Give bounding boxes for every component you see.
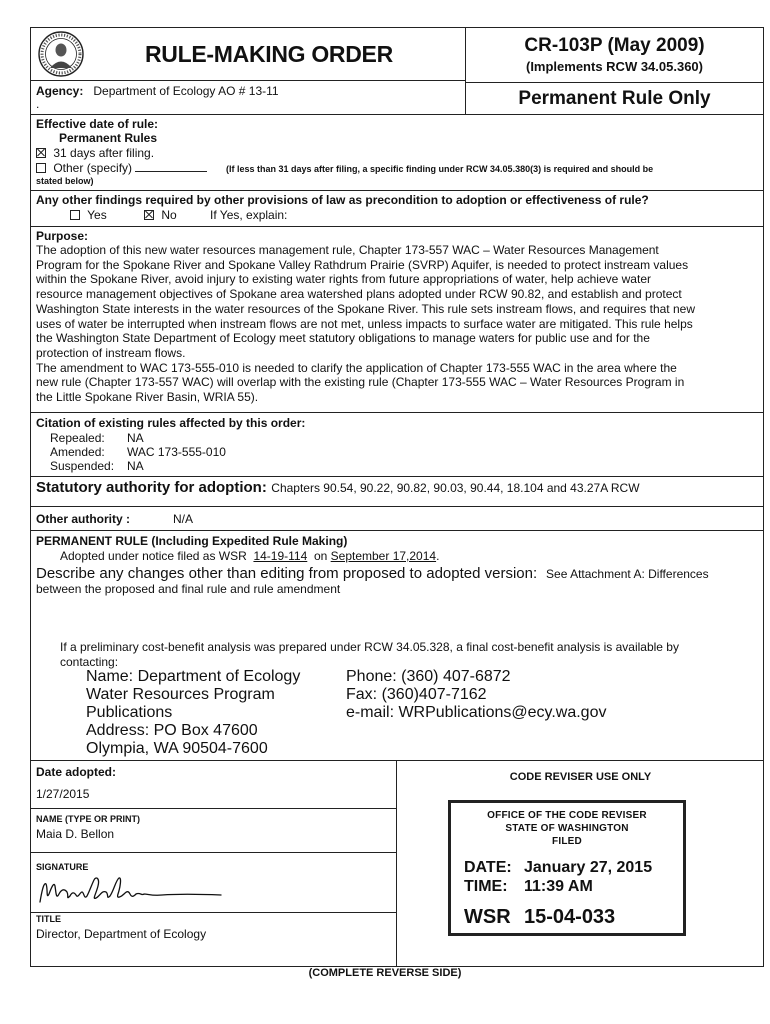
title-value: Director, Department of Ecology (36, 927, 207, 941)
contact-publications: Publications (86, 704, 173, 721)
effective-date-note: (If less than 31 days after filing, a specific finding under RCW 34.05.380(3) is required and should be (226, 164, 654, 174)
effective-date-note-cont: stated below) (36, 176, 94, 186)
checkbox-checked-icon[interactable] (36, 148, 46, 158)
section-line (30, 530, 764, 531)
amended-label: Amended: (50, 445, 105, 459)
suspended-label: Suspended: (50, 459, 115, 473)
other-findings-question: Any other findings required by other provisions of law as precondition to adoption or effectiveness of rule? (36, 193, 649, 207)
stamp-state: STATE OF WASHINGTON (505, 823, 629, 834)
purpose-heading: Purpose: (36, 229, 89, 243)
signature-label: SIGNATURE (36, 862, 89, 872)
stamp-wsr-label: WSR (464, 906, 511, 928)
statutory-row (36, 479, 640, 497)
section-line (30, 760, 764, 761)
option-31-days (36, 146, 154, 160)
stamp-wsr-value: 15-04-033 (524, 906, 616, 928)
repealed-label: Repealed: (50, 431, 105, 445)
describe-changes-row (36, 565, 709, 583)
purpose-line: new rule (Chapter 173-557 WAC) will overlap with the existing rule (Chapter 173-555 WAC – Water Resources Program in (36, 375, 685, 390)
other-authority-label: Other authority : (36, 512, 131, 526)
contact-city: Olympia, WA 90504-7600 (86, 740, 268, 757)
other-specify-field[interactable] (135, 161, 207, 172)
header-line-left (30, 80, 466, 81)
repealed-value: NA (127, 431, 144, 445)
date-adopted-value: 1/27/2015 (36, 787, 90, 801)
citation-heading: Citation of existing rules affected by this order: (36, 416, 306, 430)
signoff-line (30, 852, 396, 853)
checkbox-icon[interactable] (36, 163, 46, 173)
suspended-value: NA (127, 459, 144, 473)
section-line (30, 476, 764, 477)
findings-yes-label: Yes (87, 208, 107, 222)
adopted-notice (60, 549, 439, 563)
contact-fax: Fax: (360)407-7162 (346, 686, 487, 703)
signoff-divider (396, 760, 397, 967)
checkbox-icon[interactable] (70, 210, 80, 220)
statutory-value: Chapters 90.54, 90.22, 90.82, 90.03, 90.44, 18.104 and 43.27A RCW (271, 481, 640, 495)
contact-name: Name: Department of Ecology (86, 668, 301, 685)
section-line (30, 114, 764, 115)
title-label: TITLE (36, 914, 61, 924)
option-other (36, 161, 207, 175)
signature-image (36, 872, 236, 912)
stamp-filed: FILED (552, 836, 582, 847)
purpose-text (36, 243, 764, 405)
stamp-office: OFFICE OF THE CODE REVISER (487, 810, 647, 821)
contact-program: Water Resources Program (86, 686, 275, 703)
adopted-prefix: Adopted under notice filed as WSR (60, 549, 247, 563)
contact-phone: Phone: (360) 407-6872 (346, 668, 511, 685)
statutory-label: Statutory authority for adoption: (36, 479, 267, 496)
stamp-time-value: 11:39 AM (524, 878, 593, 895)
notice-date: September 17,2014 (330, 549, 437, 563)
effective-date-heading: Effective date of rule: (36, 117, 159, 131)
date-adopted-label: Date adopted: (36, 765, 117, 779)
findings-if-yes: If Yes, explain: (210, 208, 288, 222)
form-code: CR-103P (May 2009) (524, 35, 705, 56)
option-31-days-label: 31 days after filing. (53, 146, 155, 160)
section-line (30, 506, 764, 507)
agency-label: Agency: (36, 84, 84, 98)
cost-benefit-text: If a preliminary cost-benefit analysis was prepared under RCW 34.05.328, a final cost-benefit analysis is available by (60, 640, 679, 654)
name-label: NAME (TYPE OR PRINT) (36, 814, 141, 824)
purpose-line: resource management objectives of Spokane area watershed plans adopted under RCW 90.82, and establish and protect (36, 287, 682, 302)
header-line-right (465, 82, 764, 83)
section-line (30, 226, 764, 227)
purpose-line: uses of water be interrupted when instream flows are not met, unless impacts to surface water are mitigated. This rule helps (36, 316, 693, 331)
agency-row (36, 84, 279, 98)
on-word: on (313, 549, 328, 563)
signoff-line (30, 808, 396, 809)
option-other-label: Other (specify) (53, 161, 133, 175)
code-reviser-heading: CODE REVISER USE ONLY (509, 771, 652, 783)
describe-changes-value-cont: between the proposed and final rule and rule amendment (36, 582, 341, 596)
checkbox-checked-icon[interactable] (144, 210, 154, 220)
filing-stamp (448, 800, 686, 936)
permanent-rules-heading: Permanent Rules (59, 131, 158, 145)
signoff-line (30, 912, 396, 913)
purpose-line: the Washington State Department of Ecology meet statutory obligations to manage waters for public use and for the (36, 331, 650, 346)
findings-yes (70, 208, 107, 222)
agency-value: Department of Ecology AO # 13-11 (93, 84, 279, 98)
wsr-number: 14-19-114 (253, 549, 308, 563)
permanent-rule-heading: PERMANENT RULE (Including Expedited Rule Making) (36, 534, 348, 548)
purpose-line: the Little Spokane River Basin, WRIA 55). (36, 390, 259, 405)
contact-address: Address: PO Box 47600 (86, 722, 258, 739)
purpose-line: Program for the Spokane River and Spokane Valley Rathdrum Prairie (SVRP) Aquifer, is needed to protect instream values (36, 257, 689, 272)
complete-reverse-side: (COMPLETE REVERSE SIDE) (308, 967, 462, 979)
agency-dot: . (36, 97, 40, 111)
notice-period: . (436, 549, 440, 563)
contact-email: e-mail: WRPublications@ecy.wa.gov (346, 704, 607, 721)
state-seal-icon (38, 31, 84, 77)
section-line (30, 412, 764, 413)
section-line (30, 190, 764, 191)
name-value: Maia D. Bellon (36, 827, 115, 841)
purpose-line: The adoption of this new water resources management rule, Chapter 173-557 WAC – Water Resources Management (36, 243, 659, 257)
purpose-line: protection of instream flows. (36, 345, 186, 360)
stamp-time-label: TIME: (464, 878, 508, 895)
stamp-date-label: DATE: (464, 859, 512, 876)
amended-value: WAC 173-555-010 (127, 445, 226, 459)
other-authority-value: N/A (173, 512, 194, 526)
findings-no (144, 208, 177, 222)
stamp-date-value: January 27, 2015 (524, 859, 653, 876)
purpose-line: The amendment to WAC 173-555-010 is needed to clarify the application of Chapter 173-555 WAC in the area where the (36, 360, 677, 375)
rule-type: Permanent Rule Only (518, 88, 711, 109)
implements-rcw: (Implements RCW 34.05.360) (525, 59, 703, 74)
findings-no-label: No (161, 208, 177, 222)
cost-benefit-text-cont: contacting: (60, 655, 119, 669)
describe-changes-value: See Attachment A: Differences (546, 567, 709, 581)
describe-changes-label: Describe any changes other than editing from proposed to adopted version: (36, 565, 538, 582)
purpose-line: within the Spokane River, avoid injury to existing water rights from future appropriations of water, help achieve water (36, 272, 651, 287)
form-title: RULE-MAKING ORDER (145, 41, 393, 67)
purpose-line: Washington State interests in the water resources of the Spokane River. This rule sets instream flows, and requires that new (36, 301, 695, 316)
